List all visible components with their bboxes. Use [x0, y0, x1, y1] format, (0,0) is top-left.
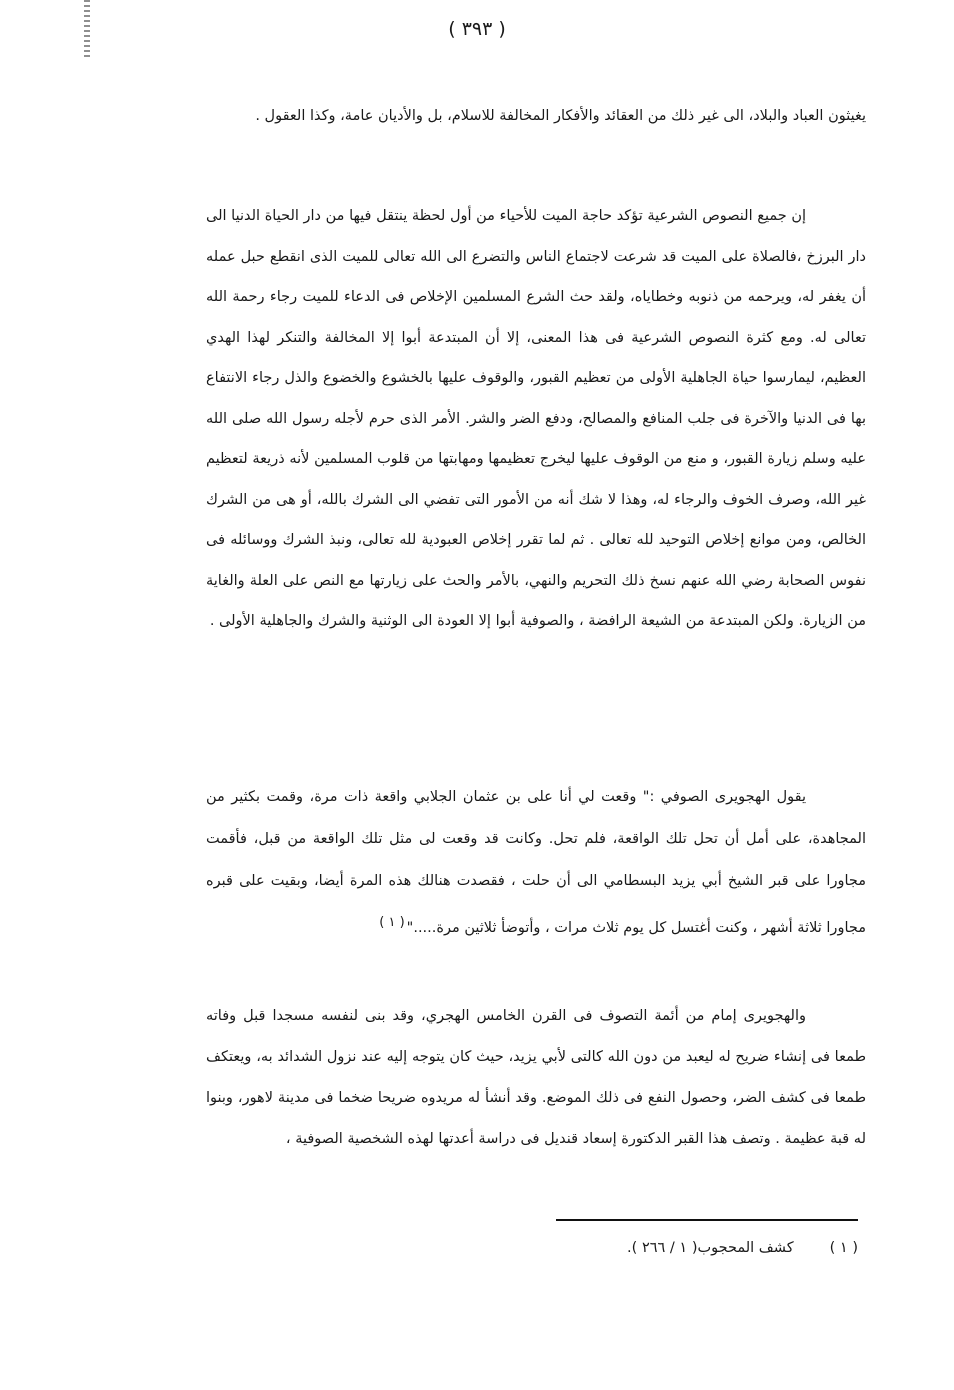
footnote-reference[interactable]: ( ١ ): [379, 915, 405, 930]
footnote-divider: [556, 1219, 858, 1221]
footnote: [627, 1240, 858, 1256]
paragraph-shariah-texts-text: إن جميع النصوص الشرعية تؤكد حاجة الميت للأحياء من أول لحظة ينتقل فيها من دار الحياة الدنيا الى دار البرزخ ،فالصلاة على الميت قد شرعت لاجتماع الناس والتضرع الى الله تعالى للميت الذى انقطع حبل عمله أن يغفر له، ويرحمه من ذنوبه وخطاياه، ولقد حث الشرع المسلمين الإخلاص فى الدعاء للميت رجاء رحمة الله تعالى له. ومع كثرة النصوص الشرعية فى هذا المعنى، إلا أن المبتدعة أبوا إلا المخالفة والتنكر لهذا الهدي العظيم، ليمارسوا حياة الجاهلية الأولى من تعظيم القبور، والوقوف عليها بالخشوع والخضوع والذل رجاء الانتفاع بها فى الدنيا والآخرة فى جلب المنافع والمصالح، ودفع الضر والشر. الأمر الذى حرم لأجله رسول الله صلى الله عليه وسلم زيارة القبور، و منع من الوقوف عليها ليخرج تعظيمها ومهابتها من قلوب المسلمين لأنه ذريعة لتعظيم غير الله، وصرف الخوف والرجاء له، وهذا لا شك أنه من الأمور التى تفضي الى الشرك بالله، أو هى من الشرك الخالص، ومن موانع إخلاص التوحيد لله تعالى . ثم لما تقرر إخلاص العبودية لله تعالى، ونبذ الشرك ووسائله فى نفوس الصحابة رضي الله عنهم نسخ ذلك التحريم والنهي، بالأمر والحث على زيارتها مع النص على العلة والغاية من الزيارة. ولكن المبتدعة من الشيعة الرافضة ، والصوفية أبوا إلا العودة الى الوثنية والشرك والجاهلية الأولى .: [206, 208, 866, 629]
footnote-number: ( ١ ): [829, 1240, 858, 1256]
paragraph-hujwiri-shrine: [206, 996, 866, 1160]
paragraph-hujwiri-shrine-text: والهجويرى إمام من أئمة التصوف فى القرن الخامس الهجري، وقد بنى لنفسه مسجدا قبل وفاته طمعا فى إنشاء ضريح له ليعبد من دون الله كالتى لأبي يزيد، حيث كان يتوجه إليه عند نزول الشدائد به، ويعتكف طمعا فى كشف الضر، وحصول النفع فى ذلك الموضع. وقد أنشأ له مريدوه ضريحا ضخما فى مدينة لاهور، وبنوا له قبة عظيمة . وتصف هذا القبر الدكتورة إسعاد قنديل فى دراسة أعدتها لهذه الشخصية الصوفية ،: [206, 1008, 866, 1147]
footnote-text: كشف المحجوب( ١ / ٢٦٦ ).: [627, 1240, 794, 1256]
paragraph-hujwiri-quote: [206, 776, 866, 949]
paragraph-intro: [206, 96, 866, 136]
page-number: ( ٣٩٣ ): [448, 18, 506, 40]
paragraph-intro-text: يغيثون العباد والبلاد، الى غير ذلك من العقائد والأفكار المخالفة للاسلام، بل والأديان عامة، وكذا العقول .: [255, 108, 866, 124]
paragraph-shariah-texts: [206, 196, 866, 642]
paragraph-hujwiri-quote-text: يقول الهجويرى الصوفي :" وقعت لي أنا على بن عثمان الجلابي واقعة ذات مرة، وقمت بكثير من المجاهدة، على أمل أن تحل تلك الواقعة، فلم تحل. وكانت قد وقعت لى مثل تلك الواقعة من قبل، فأقمت مجاورا على قبر الشيخ أبي يزيد البسطامي الى أن حلت ، فقصدت هنالك هذه المرة أيضا، وبقيت على قبره مجاورا ثلاثة أشهر ، وكنت أغتسل كل يوم ثلاث مرات ، وأتوضأ ثلاثين مرة.....": [206, 789, 866, 936]
